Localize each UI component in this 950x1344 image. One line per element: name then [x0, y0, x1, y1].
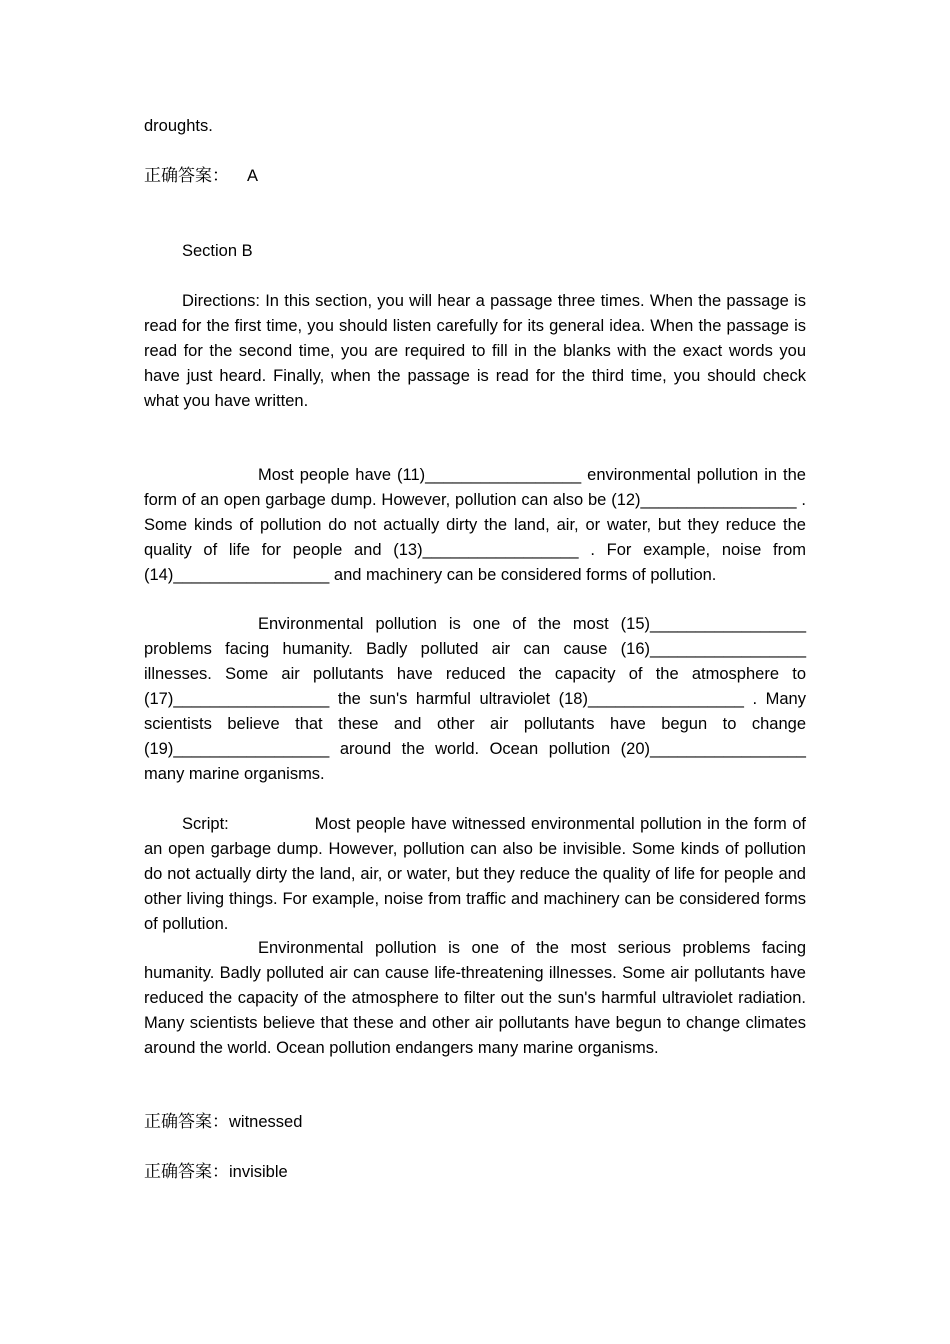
- passage-paragraph-1: Most people have (11)_________________ environmental pollution in the form of an open garbage dump. However, pollution can also be (12)_________________ . Some kinds of pollution do not actually dirty the land, air, or water, but they reduce the quality of life for people and (13)_________________ . For example, noise from (14)_________________ and machinery can be considered forms of pollution.: [144, 466, 806, 584]
- correct-answer-1: [144, 164, 806, 189]
- script-text-1: Most people have witnessed environmental pollution in the form of an open garbage dump. However, pollution can also be invisible. Some kinds of pollution do not actually dirty the land, air, or water, but they reduce the quality of life for people and other living things. For example, noise from traffic and machinery can be considered forms of pollution.: [144, 815, 806, 933]
- correct-answer-3: [144, 1160, 806, 1185]
- fragment-text: droughts.: [144, 117, 213, 135]
- previous-question-fragment: [144, 114, 806, 139]
- answer-label: 正确答案：: [144, 1112, 229, 1132]
- answer-label: 正确答案：: [144, 166, 229, 186]
- directions-paragraph: Directions: In this section, you will hear a passage three times. When the passage is read for the first time, you should listen carefully for its general idea. When the passage is read for the second time, you are required to fill in the blanks with the exact words you have just heard. Finally, when the passage is read for the third time, you should check what you have written.: [144, 292, 806, 410]
- section-title-text: Section B: [182, 242, 253, 260]
- correct-answer-2: [144, 1110, 806, 1135]
- answer-value: witnessed: [229, 1113, 303, 1131]
- script-paragraph-1: [144, 812, 806, 937]
- script-paragraph-2: Environmental pollution is one of the most serious problems facing humanity. Badly polluted air can cause life-threatening illnesses. Some air pollutants have reduced the capacity of the atmosphere to filter out the sun's harmful ultraviolet radiation. Many scientists believe that these and other air pollutants have begun to change climates around the world. Ocean pollution endangers many marine organisms.: [144, 939, 806, 1057]
- section-title: [144, 239, 806, 264]
- answer-label: 正确答案：: [144, 1162, 229, 1182]
- script-label: Script:: [182, 815, 229, 833]
- passage-paragraph-2: Environmental pollution is one of the most (15)_________________ problems facing humanity. Badly polluted air can cause (16)_________________ illnesses. Some air pollutants have reduced the capacity of the atmosphere to (17)_________________ the sun's harmful ultraviolet (18)_________________ . Many scientists believe that these and other air pollutants have begun to change (19)_________________ around the world. Ocean pollution (20)_________________ many marine organisms.: [144, 615, 806, 783]
- answer-value: invisible: [229, 1163, 288, 1181]
- answer-value: A: [247, 167, 259, 185]
